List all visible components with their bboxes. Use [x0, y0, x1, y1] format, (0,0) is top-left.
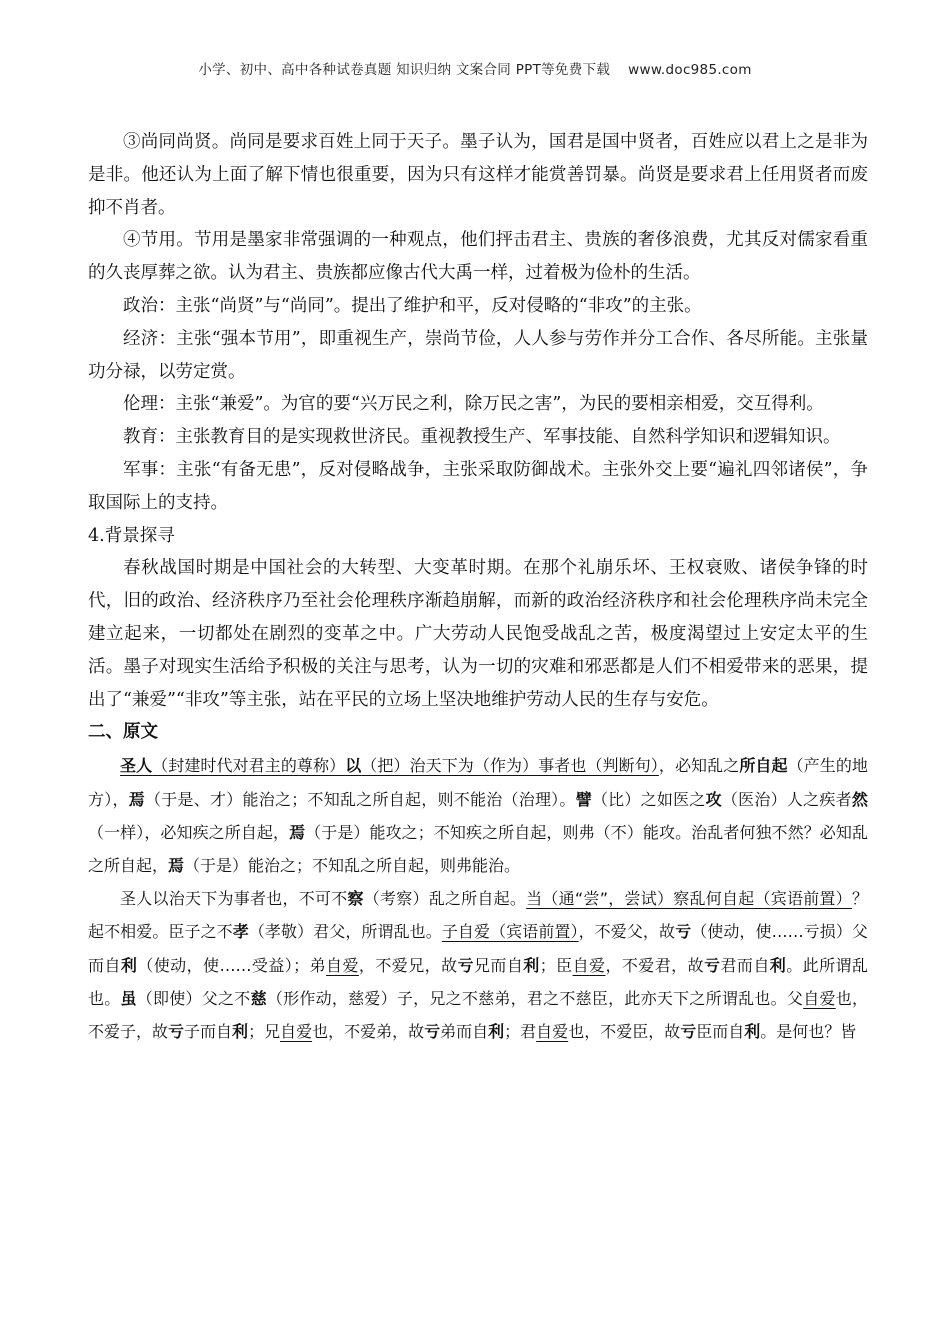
paragraph-military: 军事：主张“有备无患”，反对侵略战争，主张采取防御战术。主张外交上要“遍礼四邻诸侯”，争取国际上的支持。	[88, 459, 868, 513]
section-title-original-text: 二、原文	[88, 722, 158, 743]
page-header	[0, 58, 950, 78]
document-body	[88, 126, 868, 1048]
annotated-phrase: 当（通“尝”，尝试）察乱何自起（宾语前置）	[526, 889, 852, 909]
paragraph-education: 教育：主张教育目的是实现救世济民。重视教授生产、军事技能、自然科学知识和逻辑知识。	[123, 427, 841, 448]
annotated-phrase: 圣人（封建时代对君主的尊称）以（把）治天下为（作为）事者也（判断句）	[120, 756, 659, 776]
paragraph-shangtong: ③尚同尚贤。尚同是要求百姓上同于天子。墨子认为，国君是国中贤者，百姓应以君上之是非为是非。他还认为上面了解下情也很重要，因为只有这样才能赏善罚暴。尚贤是要求君上任用贤者而废抑不肖者。	[88, 132, 868, 218]
paragraph-ethics: 伦理：主张“兼爱”。为官的要“兴万民之利，除万民之害”，为民的要相亲相爱，交互得利。	[123, 394, 824, 415]
paragraph-economy: 经济：主张“强本节用”，即重视生产，崇尚节俭，人人参与劳作并分工合作、各尽所能。主张量功分禄，以劳定赏。	[88, 328, 868, 382]
original-text-paragraph-2: 圣人以治天下为事者也，不可不察（考察）乱之所自起。当（通“尝”，尝试）察乱何自起（宾语前置）？起不相爱。臣子之不孝（孝敬）君父，所谓乱也。子自爱（宾语前置），不爱父，故亏（使动，使……亏损）父而自利（使动，使……受益）；弟自爱，不爱兄，故亏兄而自利；臣自爱，不爱君，故亏君而自利。此所谓乱也。虽（即使）父之不慈（形作动，慈爱）子，兄之不慈弟，君之不慈臣，此亦天下之所谓乱也。父自爱也，不爱子，故亏子而自利；兄自爱也，不爱弟，故亏弟而自利；君自爱也，不爱臣，故亏臣而自利。是何也？皆	[88, 889, 868, 1041]
paragraph-politics: 政治：主张“尚贤”与“尚同”。提出了维护和平，反对侵略的“非攻”的主张。	[123, 295, 702, 316]
section-title-background: 4.背景探寻	[88, 525, 175, 546]
paragraph-background: 春秋战国时期是中国社会的大转型、大变革时期。在那个礼崩乐坏、王权衰败、诸侯争锋的时代，旧的政治、经济秩序乃至社会伦理秩序渐趋崩解，而新的政治经济秩序和社会伦理秩序尚未完全建立起来，一切都处在剧烈的变革之中。广大劳动人民饱受战乱之苦，极度渴望过上安定太平的生活。墨子对现实生活给予积极的关注与思考，认为一切的灾难和邪恶都是人们不相爱带来的恶果，提出了“兼爱”“非攻”等主张，站在平民的立场上坚决地维护劳动人民的生存与安危。	[88, 558, 868, 710]
header-url[interactable]: www.doc985.com	[628, 62, 752, 78]
original-text-paragraph-1: 圣人（封建时代对君主的尊称）以（把）治天下为（作为）事者也（判断句），必知乱之所自起（产生的地方），焉（于是、才）能治之；不知乱之所自起，则不能治（治理）。譬（比）之如医之攻（医治）人之疾者然（一样），必知疾之所自起，焉（于是）能攻之；不知疾之所自起，则弗（不）能攻。治乱者何独不然？必知乱之所自起，焉（于是）能治之；不知乱之所自起，则弗能治。	[88, 756, 868, 875]
header-text: 小学、初中、高中各种试卷真题 知识归纳 文案合同 PPT等免费下载	[198, 62, 611, 78]
paragraph-jieyong: ④节用。节用是墨家非常强调的一种观点，他们抨击君主、贵族的奢侈浪费，尤其反对儒家看重的久丧厚葬之欲。认为君主、贵族都应像古代大禹一样，过着极为俭朴的生活。	[88, 230, 868, 284]
annotated-phrase: 子自爱（宾语前置）	[441, 922, 579, 942]
